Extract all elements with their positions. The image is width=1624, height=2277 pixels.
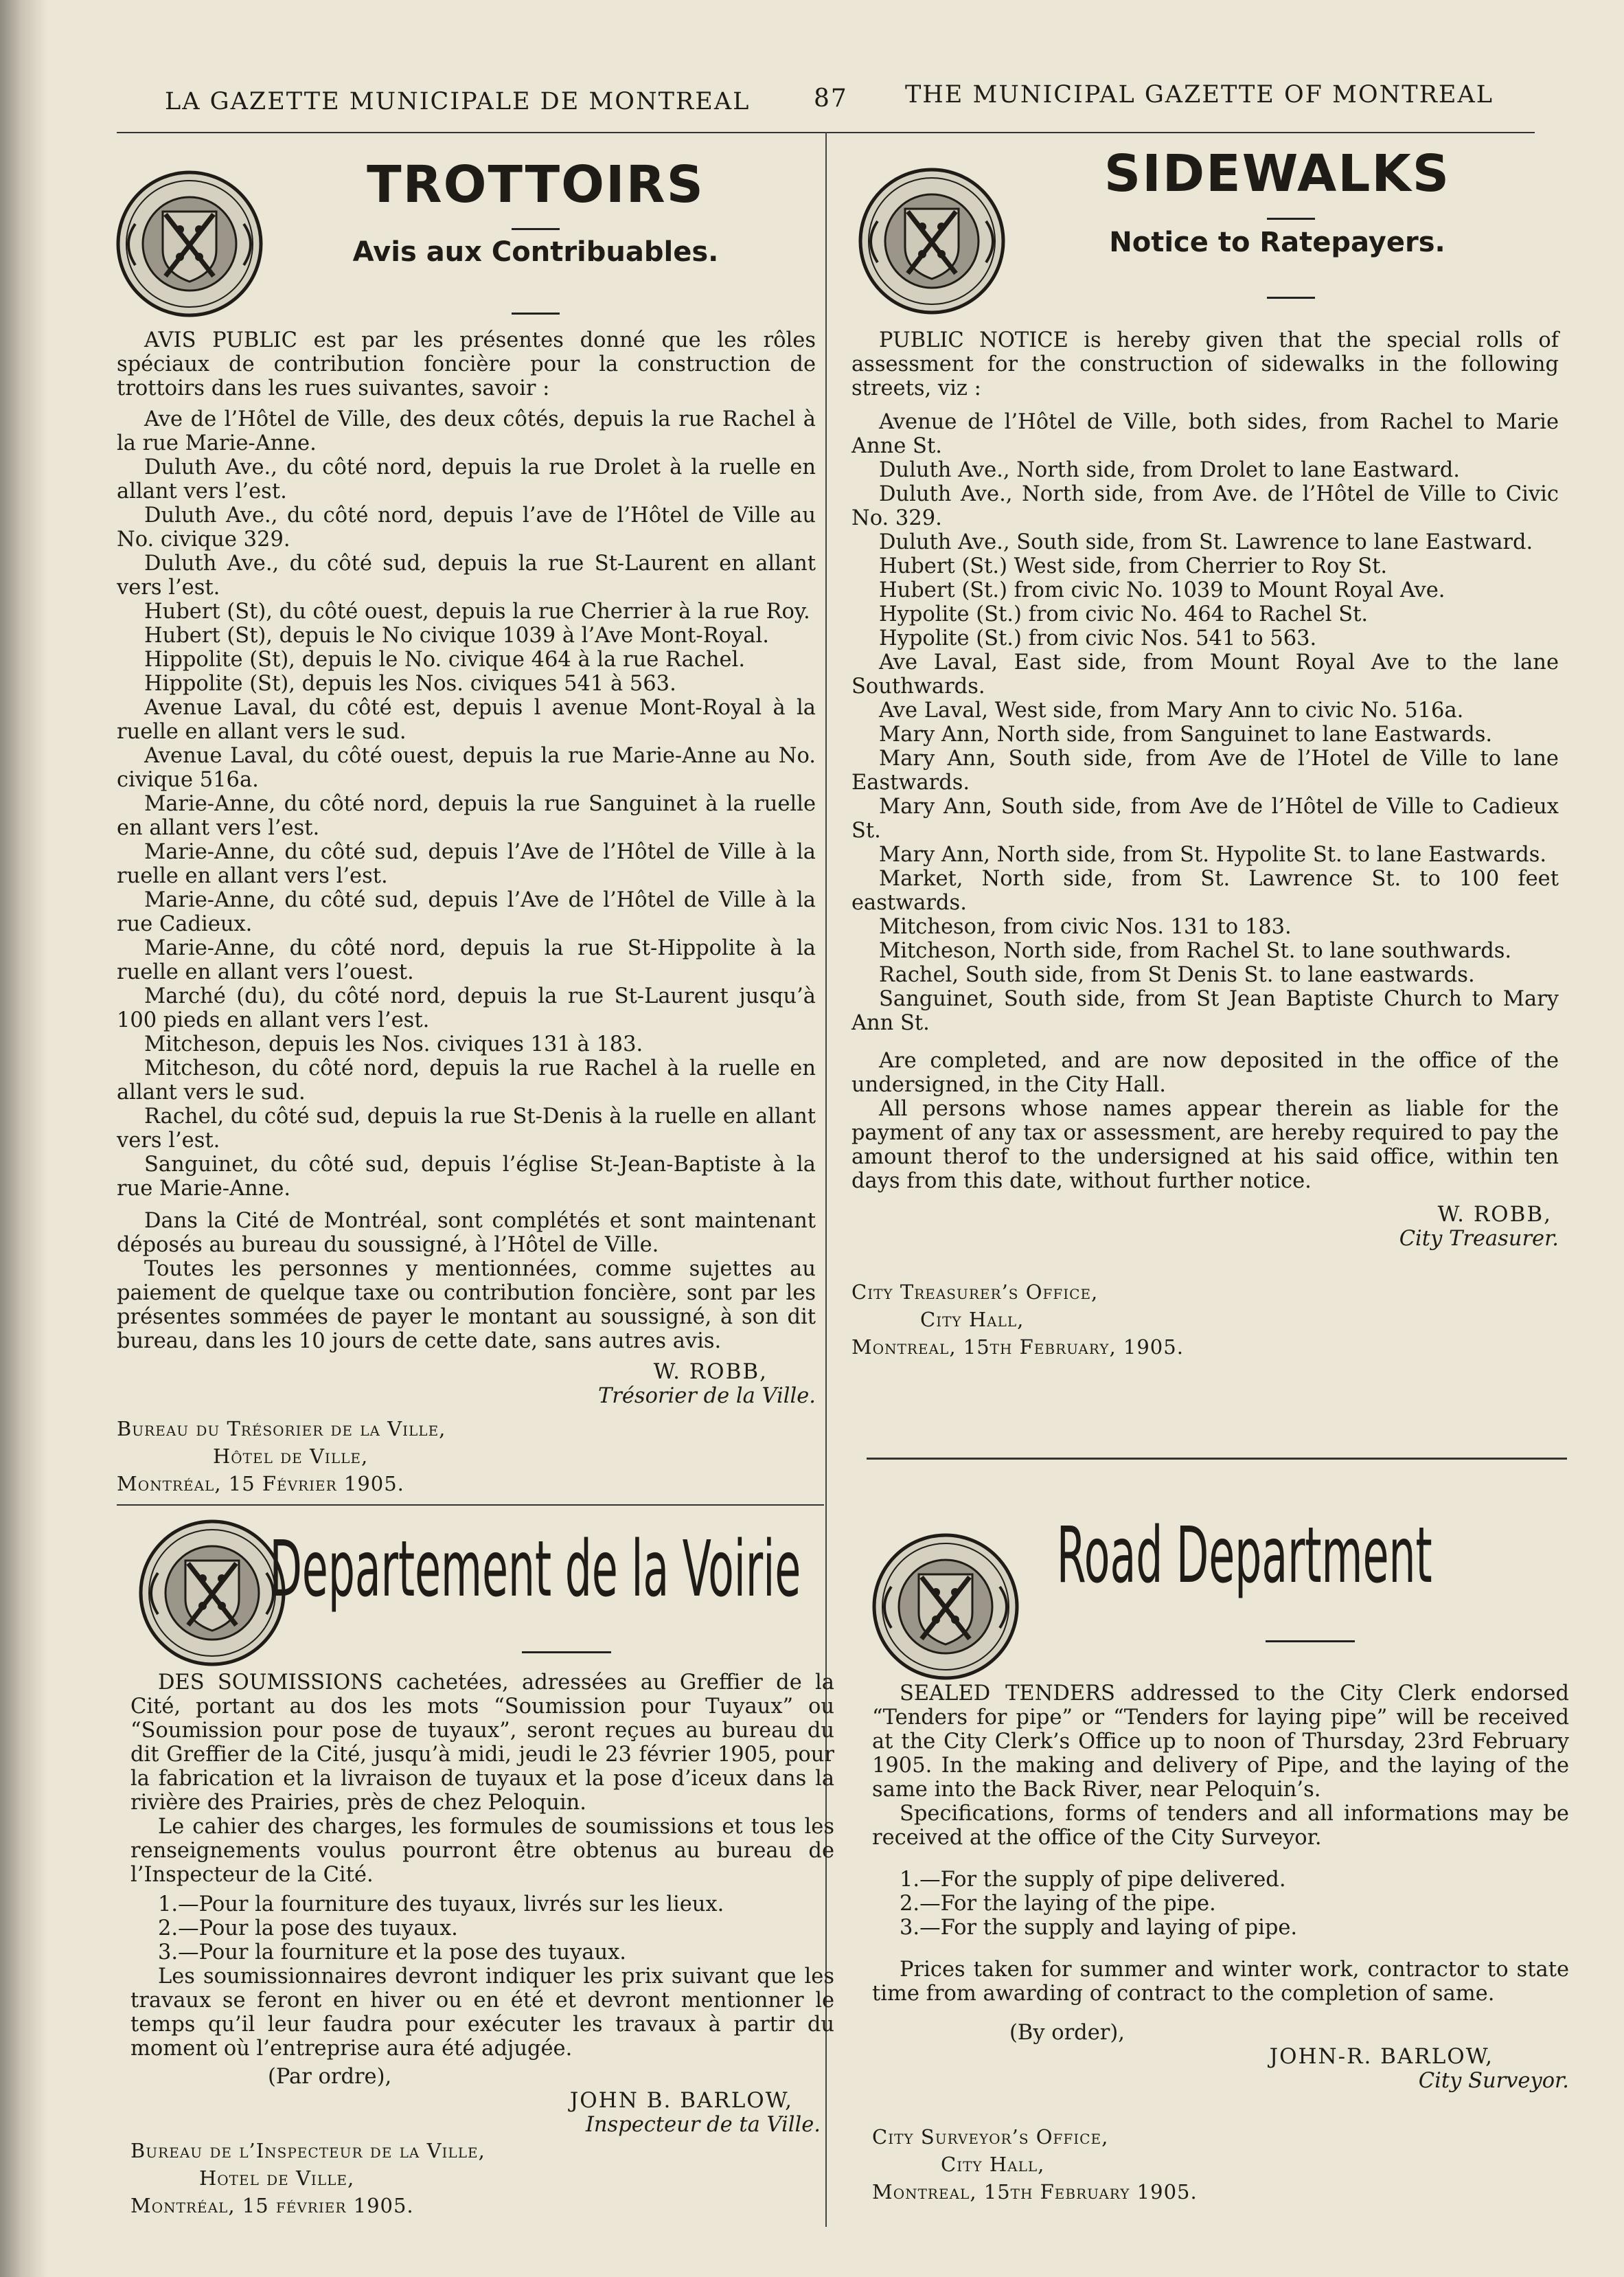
voirie-body-2: Le cahier des charges, les formules de soumissions et tous les renseignements voulus pourront être obtenus au bureau de l’Inspecteur de la Cité. xyxy=(130,1815,834,1887)
list-item: 2.—Pour la pose des tuyaux. xyxy=(158,1916,458,1940)
list-item: Hypolite (St.) from civic No. 464 to Rachel St. xyxy=(879,602,1369,626)
list-item: Duluth Ave., North side, from Ave. de l’Hôtel de Ville to Civic No. 329. xyxy=(851,482,1559,530)
list-item: Ave de l’Hôtel de Ville, des deux côtés, depuis la rue Rachel à la rue Marie-Anne. xyxy=(117,407,816,455)
list-item: Sanguinet, South side, from St Jean Baptiste Church to Mary Ann St. xyxy=(851,987,1559,1035)
sidewalks-body-1: Are completed, and are now deposited in the office of the undersigned, in the City Hall. xyxy=(851,1049,1559,1097)
signature-title: City Treasurer. xyxy=(1399,1227,1559,1251)
voirie-by-order: (Par ordre), xyxy=(268,2065,392,2089)
running-head-right: THE MUNICIPAL GAZETTE OF MONTREAL xyxy=(904,81,1494,109)
city-seal-icon xyxy=(871,1532,1020,1681)
voirie-closing: Les soumissionnaires devront indiquer les prix suivant que les travaux se feront en hiver ou en été et devront mentionner le temps qu’il leur faudra pour exécuter les travaux à partir du moment où l’entreprise aura été adjugée. xyxy=(130,1964,834,2061)
sidewalks-signature-block xyxy=(851,1203,1559,1251)
road-signature-block xyxy=(872,2045,1569,2093)
office-line: City Hall, xyxy=(920,1308,1025,1331)
list-item: Duluth Ave., South side, from St. Lawrence to lane Eastward. xyxy=(879,530,1533,554)
list-item: Ave Laval, East side, from Mount Royal Ave to the lane Southwards. xyxy=(851,650,1559,699)
list-item: Hippolite (St), depuis le No. civique 464 à la rue Rachel. xyxy=(144,648,746,672)
list-item: Avenue Laval, du côté ouest, depuis la rue Marie-Anne au No. civique 516a. xyxy=(117,744,816,792)
list-item: Rachel, du côté sud, depuis la rue St-Denis à la ruelle en allant vers l’est. xyxy=(117,1104,816,1153)
sidewalks-subtitle: Notice to Ratepayers. xyxy=(1109,227,1445,258)
road-by-order: (By order), xyxy=(1009,2021,1125,2045)
section-rule-right xyxy=(867,1458,1567,1460)
sidewalks-notice xyxy=(851,328,1559,1361)
road-title: Road Department xyxy=(1056,1511,1432,1600)
list-item: Marie-Anne, du côté nord, depuis la rue St-Hippolite à la ruelle en allant vers l’ouest. xyxy=(117,936,816,984)
trottoirs-office xyxy=(117,1415,816,1497)
list-item: 1.—For the supply of pipe delivered. xyxy=(900,1868,1286,1892)
title-rule xyxy=(522,1651,611,1653)
list-item: Duluth Ave., North side, from Drolet to lane Eastward. xyxy=(879,458,1460,482)
signature-title: Inspecteur de ta Ville. xyxy=(585,2113,821,2137)
list-item: 3.—For the supply and laying of pipe. xyxy=(900,1916,1298,1940)
voirie-items xyxy=(130,1892,834,1964)
signature-name: JOHN-R. BARLOW, xyxy=(1269,2044,1494,2069)
sidewalks-title: SIDEWALKS xyxy=(1103,144,1451,203)
title-rule xyxy=(1266,1640,1355,1642)
city-seal-icon xyxy=(115,169,264,319)
title-rule xyxy=(512,228,560,230)
trottoirs-body-2: Toutes les personnes y mentionnées, comme sujettes au paiement de quelque taxe ou contribution foncière, sont par les présentes sommées de payer le montant au soussigné, à son dit bureau, dans les 10 jours de cette date, sans autres avis. xyxy=(117,1257,816,1353)
voirie-signature-block xyxy=(130,2089,834,2137)
list-item: Avenue de l’Hôtel de Ville, both sides, from Rachel to Marie Anne St. xyxy=(851,410,1559,458)
list-item: 1.—Pour la fourniture des tuyaux, livrés sur les lieux. xyxy=(158,1892,724,1916)
voirie-body-1: DES SOUMISSIONS cachetées, adressées au Greffier de la Cité, portant au dos les mots “Soumission pour Tuyaux” ou “Soumission pour pose de tuyaux”, seront reçues au bureau du dit Greffier de la Cité, jusqu’à midi, jeudi le 23 février 1905, pour la fabrication et la livraison de tuyaux et la pose d’iceux dans la rivière des Prairies, près de chez Peloquin. xyxy=(130,1670,834,1815)
road-office xyxy=(872,2123,1569,2206)
trottoirs-signature-block xyxy=(117,1360,816,1408)
list-item: 3.—Pour la fourniture et la pose des tuyaux. xyxy=(158,1940,626,1964)
trottoirs-notice xyxy=(117,328,816,1497)
office-line: City Surveyor’s Office, xyxy=(872,2125,1109,2149)
city-seal-icon xyxy=(857,166,1007,316)
page-number: 87 xyxy=(814,84,848,113)
trottoirs-intro: AVIS PUBLIC est par les présentes donné que les rôles spéciaux de contribution foncière pour la construction de trottoirs dans les rues suivantes, savoir : xyxy=(117,328,816,400)
subtitle-rule xyxy=(1267,297,1315,299)
page-gutter-shadow xyxy=(0,0,48,2277)
office-line: City Treasurer’s Office, xyxy=(851,1280,1099,1304)
sidewalks-office xyxy=(851,1278,1559,1361)
office-line: Hotel de Ville, xyxy=(199,2166,355,2190)
trottoirs-subtitle: Avis aux Contribuables. xyxy=(352,236,719,268)
office-line: Hôtel de Ville, xyxy=(213,1445,369,1468)
list-item: Mitcheson, du côté nord, depuis la rue Rachel à la ruelle en allant vers le sud. xyxy=(117,1056,816,1104)
road-items xyxy=(872,1868,1569,1940)
road-closing: Prices taken for summer and winter work, contractor to state time from awarding of contract to the completion of same. xyxy=(872,1958,1569,2006)
list-item: Hubert (St.) West side, from Cherrier to Roy St. xyxy=(879,554,1388,578)
voirie-title: Departement de la Voirie xyxy=(269,1525,801,1614)
list-item: Market, North side, from St. Lawrence St. to 100 feet eastwards. xyxy=(851,867,1559,915)
office-line: Montreal, 15th February 1905. xyxy=(872,2180,1198,2204)
list-item: Hubert (St), depuis le No civique 1039 à l’Ave Mont-Royal. xyxy=(144,624,769,648)
list-item: 2.—For the laying of the pipe. xyxy=(900,1892,1216,1916)
office-line: Bureau du Trésorier de la Ville, xyxy=(117,1417,446,1440)
running-head-left: LA GAZETTE MUNICIPALE DE MONTREAL xyxy=(165,88,751,115)
list-item: Mitcheson, from civic Nos. 131 to 183. xyxy=(879,915,1292,939)
signature-name: W. ROBB, xyxy=(1437,1202,1552,1227)
list-item: Rachel, South side, from St Denis St. to lane eastwards. xyxy=(879,963,1475,987)
list-item: Mary Ann, North side, from St. Hypolite St. to lane Eastwards. xyxy=(879,843,1547,867)
list-item: Hubert (St), du côté ouest, depuis la rue Cherrier à la rue Roy. xyxy=(144,600,810,624)
signature-title: Trésorier de la Ville. xyxy=(597,1384,816,1408)
list-item: Duluth Ave., du côté sud, depuis la rue St-Laurent en allant vers l’est. xyxy=(117,552,816,600)
road-body-1: SEALED TENDERS addressed to the City Clerk endorsed “Tenders for pipe” or “Tenders for laying pipe” will be received at the City Clerk’s Office up to noon of Thursday, 23rd February 1905. In the making and delivery of Pipe, and the laying of the same into the Back River, near Peloquin’s. xyxy=(872,1681,1569,1802)
list-item: Marie-Anne, du côté nord, depuis la rue Sanguinet à la ruelle en allant vers l’est. xyxy=(117,792,816,840)
list-item: Marie-Anne, du côté sud, depuis l’Ave de l’Hôtel de Ville à la ruelle en allant vers l’est. xyxy=(117,840,816,888)
road-body-2: Specifications, forms of tenders and all informations may be received at the office of the City Surveyor. xyxy=(872,1802,1569,1850)
list-item: Mitcheson, depuis les Nos. civiques 131 à 183. xyxy=(144,1032,643,1056)
city-seal-icon xyxy=(137,1518,287,1668)
office-line: City Hall, xyxy=(941,2153,1045,2176)
road-notice xyxy=(872,1681,1569,2206)
list-item: Mary Ann, South side, from Ave de l’Hotel de Ville to lane Eastwards. xyxy=(851,747,1559,795)
list-item: Mary Ann, South side, from Ave de l’Hôtel de Ville to Cadieux St. xyxy=(851,795,1559,843)
office-line: Montréal, 15 Février 1905. xyxy=(117,1472,404,1495)
list-item: Duluth Ave., du côté nord, depuis la rue Drolet à la ruelle en allant vers l’est. xyxy=(117,455,816,503)
voirie-notice xyxy=(130,1670,834,2219)
sidewalks-street-list xyxy=(851,410,1559,1035)
list-item: Mitcheson, North side, from Rachel St. to lane southwards. xyxy=(879,939,1512,963)
running-head xyxy=(117,81,1535,129)
office-line: Montreal, 15th February, 1905. xyxy=(851,1335,1184,1359)
signature-name: W. ROBB, xyxy=(653,1359,768,1384)
sidewalks-body-2: All persons whose names appear therein as liable for the payment of any tax or assessment, are hereby required to pay the amount therof to the undersigned at his said office, within ten days from this date, without further notice. xyxy=(851,1097,1559,1193)
voirie-office xyxy=(130,2137,834,2219)
trottoirs-title: TROTTOIRS xyxy=(367,155,705,214)
trottoirs-street-list xyxy=(117,407,816,1201)
list-item: Avenue Laval, du côté est, depuis l avenue Mont-Royal à la ruelle en allant vers le sud. xyxy=(117,696,816,744)
trottoirs-body-1: Dans la Cité de Montréal, sont complétés et sont maintenant déposés au bureau du soussigné, à l’Hôtel de Ville. xyxy=(117,1209,816,1257)
title-rule xyxy=(1267,218,1315,220)
list-item: Hippolite (St), depuis les Nos. civiques 541 à 563. xyxy=(144,672,676,696)
office-line: Bureau de l’Inspecteur de la Ville, xyxy=(130,2139,485,2162)
subtitle-rule xyxy=(512,313,560,315)
list-item: Duluth Ave., du côté nord, depuis l’ave de l’Hôtel de Ville au No. civique 329. xyxy=(117,503,816,552)
sidewalks-intro: PUBLIC NOTICE is hereby given that the special rolls of assessment for the construction of sidewalks in the following streets, viz : xyxy=(851,328,1559,400)
signature-title: City Surveyor. xyxy=(1418,2069,1569,2093)
list-item: Mary Ann, North side, from Sanguinet to lane Eastwards. xyxy=(879,723,1493,747)
list-item: Sanguinet, du côté sud, depuis l’église St-Jean-Baptiste à la rue Marie-Anne. xyxy=(117,1153,816,1201)
list-item: Marie-Anne, du côté sud, depuis l’Ave de l’Hôtel de Ville à la rue Cadieux. xyxy=(117,888,816,936)
list-item: Hypolite (St.) from civic Nos. 541 to 563. xyxy=(879,626,1317,650)
list-item: Ave Laval, West side, from Mary Ann to civic No. 516a. xyxy=(879,699,1464,723)
section-rule-left xyxy=(117,1504,824,1506)
signature-name: JOHN B. BARLOW, xyxy=(569,2088,793,2113)
list-item: Marché (du), du côté nord, depuis la rue St-Laurent jusqu’à 100 pieds en allant vers l’est. xyxy=(117,984,816,1032)
office-line: Montréal, 15 février 1905. xyxy=(130,2194,414,2217)
list-item: Hubert (St.) from civic No. 1039 to Mount Royal Ave. xyxy=(879,578,1445,602)
